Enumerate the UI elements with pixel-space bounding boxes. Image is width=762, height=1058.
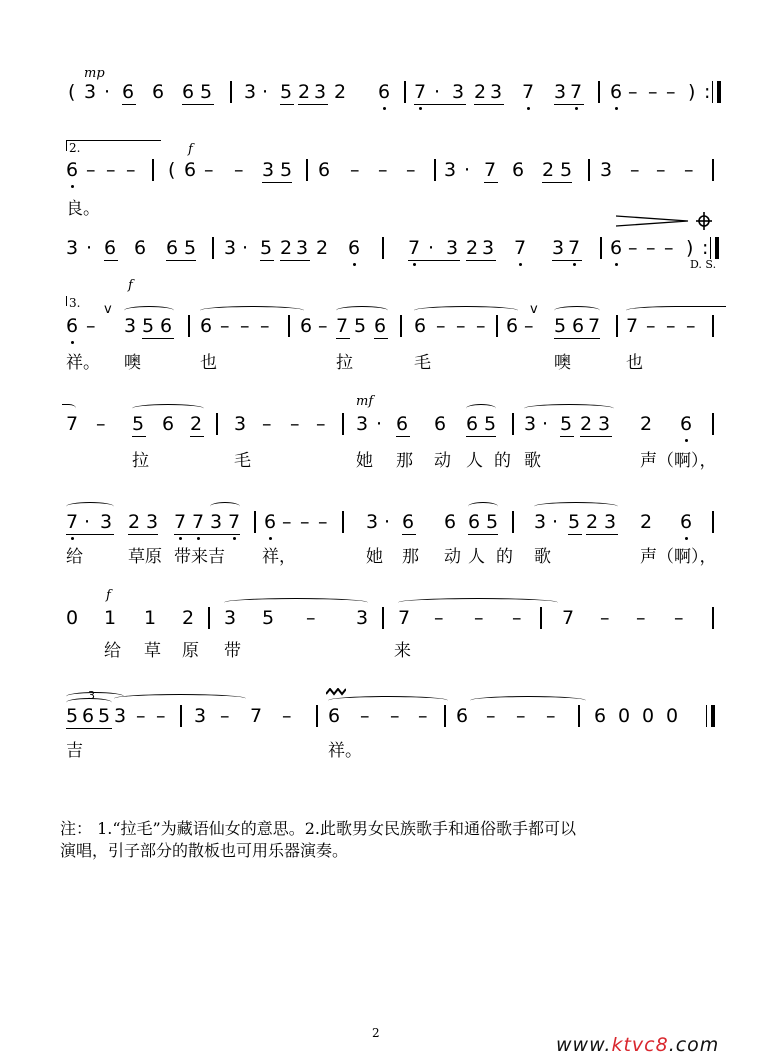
watermark-part: ktvc8 xyxy=(611,1034,669,1056)
note: 2 xyxy=(542,159,555,181)
note: 3 xyxy=(244,81,257,103)
lyric: 噢 xyxy=(554,353,571,373)
note: – xyxy=(630,159,640,181)
note: · xyxy=(84,511,91,533)
note: ) xyxy=(688,81,696,103)
note: 2 xyxy=(334,81,347,103)
note: – xyxy=(628,81,638,103)
note: 5 xyxy=(554,315,567,337)
note: – xyxy=(390,705,400,727)
note: 6 xyxy=(594,705,607,727)
note: 1 xyxy=(104,607,117,629)
note: 5 xyxy=(66,705,79,727)
lyric: 祥， xyxy=(262,547,296,567)
lyric: 也 xyxy=(200,353,217,373)
note: 6 xyxy=(82,705,95,727)
note: 6 xyxy=(414,315,427,337)
note: 6 xyxy=(466,413,479,435)
score-line-6 xyxy=(0,508,762,536)
note: – xyxy=(86,159,96,181)
note: · xyxy=(262,81,269,103)
volta-2: 2. xyxy=(66,140,161,151)
lyric: 吉 xyxy=(66,741,83,761)
note: – xyxy=(512,607,522,629)
decrescendo-hairpin xyxy=(616,214,690,228)
dynamic-f: f xyxy=(128,278,133,293)
note: – xyxy=(474,607,484,629)
note: 2 xyxy=(466,237,479,259)
lyric: 带来吉 xyxy=(174,547,225,567)
note: – xyxy=(486,705,496,727)
note: 3 xyxy=(194,705,207,727)
note: 7 xyxy=(522,81,535,103)
note: – xyxy=(684,159,694,181)
note: 7 xyxy=(588,315,601,337)
note: – xyxy=(666,315,676,337)
note: 6 xyxy=(200,315,213,337)
note: – xyxy=(524,315,534,337)
note: 2 xyxy=(190,413,203,435)
note: 5 xyxy=(200,81,213,103)
note: · xyxy=(104,81,111,103)
lyric: 那 xyxy=(396,451,413,471)
note: 3 xyxy=(210,511,223,533)
note: 7 xyxy=(514,237,527,259)
note: 6 xyxy=(300,315,313,337)
lyric: 给 xyxy=(104,641,121,661)
note: – xyxy=(240,315,250,337)
note: 3 xyxy=(66,237,79,259)
note: 6 xyxy=(264,511,277,533)
note: – xyxy=(260,315,270,337)
score-line-7 xyxy=(0,588,762,632)
note: – xyxy=(86,315,96,337)
footnote-line-1: 注： 1.“拉毛”为藏语仙女的意思。2.此歌男女民族歌手和通俗歌手都可以 xyxy=(60,819,576,838)
lyric: 的 xyxy=(494,451,511,471)
note: 6 xyxy=(378,81,391,103)
note: 3 xyxy=(600,159,613,181)
note: – xyxy=(686,315,696,337)
lyric: 歌 xyxy=(534,547,551,567)
note: 6 xyxy=(680,511,693,533)
note: – xyxy=(234,159,244,181)
note: 0 xyxy=(666,705,679,727)
note: 3 xyxy=(482,237,495,259)
note: 2 xyxy=(580,413,593,435)
note: 7 xyxy=(192,511,205,533)
note: – xyxy=(476,315,486,337)
note: 5 xyxy=(142,315,155,337)
note: 7 xyxy=(228,511,241,533)
note: 6 xyxy=(122,81,135,103)
note: – xyxy=(282,705,292,727)
note: 6 xyxy=(680,413,693,435)
note: – xyxy=(434,607,444,629)
note: 1 xyxy=(144,607,157,629)
note: – xyxy=(378,159,388,181)
note: 3 xyxy=(356,607,369,629)
lyric: 那 xyxy=(402,547,419,567)
note: – xyxy=(516,705,526,727)
note: – xyxy=(456,315,466,337)
note: 3 xyxy=(490,81,503,103)
note: – xyxy=(666,81,676,103)
note: – xyxy=(636,607,646,629)
note: – xyxy=(350,159,360,181)
lyric: 也 xyxy=(626,353,643,373)
note: 6 xyxy=(104,237,117,259)
note: 6 xyxy=(182,81,195,103)
note: 6 xyxy=(374,315,387,337)
note: 5 xyxy=(560,413,573,435)
lyric: 声（啊）， xyxy=(640,547,717,567)
note: – xyxy=(418,705,428,727)
note: 2 xyxy=(182,607,195,629)
lyric: 声（啊）， xyxy=(640,451,717,471)
note: – xyxy=(262,413,272,435)
lyric: 草原 xyxy=(128,547,162,567)
score-line-3 xyxy=(0,234,762,271)
note: – xyxy=(282,511,292,533)
lyric: 她 xyxy=(356,451,373,471)
volta-3: 3. xyxy=(66,296,99,306)
note: ( xyxy=(168,159,176,181)
note: 5 xyxy=(560,159,573,181)
note: 3 xyxy=(84,81,97,103)
note: 6 xyxy=(328,705,341,727)
note: 3 xyxy=(114,705,127,727)
note: 6 xyxy=(162,413,175,435)
repeat-dots: : xyxy=(702,237,709,259)
breath-mark: v xyxy=(530,302,538,317)
dynamic-f: f xyxy=(106,588,111,603)
note: 7 xyxy=(626,315,639,337)
note: 5 xyxy=(280,81,293,103)
note: 3 xyxy=(552,237,565,259)
note: 6 xyxy=(506,315,519,337)
note: 7 xyxy=(398,607,411,629)
note: 2 xyxy=(474,81,487,103)
note: 7 xyxy=(570,81,583,103)
note: · xyxy=(384,511,391,533)
note: 3 xyxy=(262,159,275,181)
note: · xyxy=(552,511,559,533)
note: 6 xyxy=(456,705,469,727)
note: 6 xyxy=(402,511,415,533)
note: – xyxy=(136,705,146,727)
note: ( xyxy=(68,81,76,103)
note: 5 xyxy=(132,413,145,435)
note: · xyxy=(434,81,441,103)
note: – xyxy=(300,511,310,533)
note: 3 xyxy=(444,159,457,181)
note: – xyxy=(646,315,656,337)
repeat-dots: : xyxy=(704,81,711,103)
note: – xyxy=(96,413,106,435)
note: 3 xyxy=(534,511,547,533)
dynamic-f: f xyxy=(188,142,193,157)
footnote-line-2: 演唱，引子部分的散板也可用乐器演奏。 xyxy=(60,841,349,860)
mordent-icon xyxy=(326,688,346,696)
watermark-part: www. xyxy=(556,1034,612,1056)
note: – xyxy=(318,315,328,337)
lyric: 的 xyxy=(496,547,513,567)
watermark-part: .com xyxy=(668,1034,720,1056)
note: 2 xyxy=(298,81,311,103)
note: – xyxy=(126,159,136,181)
note: 3 xyxy=(604,511,617,533)
lyric: 草 xyxy=(144,641,161,661)
note: 6 xyxy=(166,237,179,259)
lyric: 毛 xyxy=(234,451,251,471)
lyric: 动 xyxy=(434,451,451,471)
lyric: 动 xyxy=(444,547,461,567)
note: 6 xyxy=(134,237,147,259)
note: 3 xyxy=(356,413,369,435)
note: – xyxy=(436,315,446,337)
note: 3 xyxy=(554,81,567,103)
note: 7 xyxy=(174,511,187,533)
lyric: 噢 xyxy=(124,353,141,373)
note: 6 xyxy=(572,315,585,337)
lyric: 拉 xyxy=(336,353,353,373)
score-line-2 xyxy=(0,141,762,184)
note: 5 xyxy=(280,159,293,181)
note: 3 xyxy=(314,81,327,103)
dynamic-mp: mp xyxy=(84,66,105,81)
triplet-mark: 3 xyxy=(88,689,95,702)
note: 7 xyxy=(66,511,79,533)
note: ) xyxy=(686,237,694,259)
note: 3 xyxy=(446,237,459,259)
note: · xyxy=(428,237,435,259)
lyric: 人 xyxy=(466,451,483,471)
breath-mark: v xyxy=(104,302,112,317)
note: 7 xyxy=(66,413,79,435)
note: 0 xyxy=(66,607,79,629)
note: 6 xyxy=(348,237,361,259)
lyric: 祥。 xyxy=(328,741,362,761)
note: – xyxy=(646,237,656,259)
note: 3 xyxy=(598,413,611,435)
note: 7 xyxy=(336,315,349,337)
note: 5 xyxy=(486,511,499,533)
lyric: 毛 xyxy=(414,353,431,373)
note: 2 xyxy=(128,511,141,533)
note: 5 xyxy=(98,705,111,727)
note: 6 xyxy=(318,159,331,181)
note: · xyxy=(464,159,471,181)
note: – xyxy=(204,159,214,181)
lyric-line-2: 良。 xyxy=(66,199,100,219)
note: – xyxy=(220,705,230,727)
score-line-1 xyxy=(0,66,762,106)
note: 7 xyxy=(484,159,497,181)
note: · xyxy=(242,237,249,259)
note: 3 xyxy=(124,315,137,337)
note: 5 xyxy=(260,237,273,259)
note: – xyxy=(318,511,328,533)
note: – xyxy=(156,705,166,727)
note: · xyxy=(542,413,549,435)
note: 3 xyxy=(524,413,537,435)
note: 6 xyxy=(512,159,525,181)
note: – xyxy=(306,607,316,629)
note: 5 xyxy=(568,511,581,533)
note: 3 xyxy=(224,237,237,259)
note: – xyxy=(106,159,116,181)
note: 6 xyxy=(396,413,409,435)
note: 3 xyxy=(234,413,247,435)
note: – xyxy=(656,159,666,181)
note: 7 xyxy=(250,705,263,727)
lyric: 原 xyxy=(182,641,199,661)
lyric: 拉 xyxy=(132,451,149,471)
note: – xyxy=(546,705,556,727)
lyric: 来 xyxy=(394,641,411,661)
note: 6 xyxy=(66,315,79,337)
footnote xyxy=(60,818,740,862)
note: 7 xyxy=(568,237,581,259)
score-line-8 xyxy=(0,689,762,730)
note: 2 xyxy=(316,237,329,259)
note: 3 xyxy=(296,237,309,259)
note: – xyxy=(648,81,658,103)
lyric: 带 xyxy=(224,641,241,661)
note: – xyxy=(674,607,684,629)
note: 7 xyxy=(408,237,421,259)
lyric: 给 xyxy=(66,547,83,567)
note: 7 xyxy=(562,607,575,629)
note: 6 xyxy=(434,413,447,435)
note: 6 xyxy=(610,81,623,103)
note: – xyxy=(316,413,326,435)
note: 5 xyxy=(354,315,367,337)
note: 3 xyxy=(452,81,465,103)
note: 2 xyxy=(280,237,293,259)
note: · xyxy=(376,413,383,435)
note: 5 xyxy=(484,413,497,435)
note: 3 xyxy=(100,511,113,533)
lyric: 人 xyxy=(468,547,485,567)
score-line-4 xyxy=(0,278,762,340)
dynamic-mf: mf xyxy=(356,394,374,409)
note: – xyxy=(664,237,674,259)
watermark-logo xyxy=(556,1034,719,1056)
lyric: 歌 xyxy=(524,451,541,471)
note: 6 xyxy=(152,81,165,103)
note: 2 xyxy=(640,511,653,533)
note: 2 xyxy=(586,511,599,533)
note: 6 xyxy=(610,237,623,259)
note: 0 xyxy=(618,705,631,727)
lyric: 祥。 xyxy=(66,353,100,373)
dal-segno: D. S. xyxy=(690,258,717,271)
note: 6 xyxy=(468,511,481,533)
lyric: 她 xyxy=(366,547,383,567)
note: 6 xyxy=(66,159,79,181)
note: 3 xyxy=(146,511,159,533)
note: – xyxy=(628,237,638,259)
page-number: 2 xyxy=(372,1026,380,1040)
note: 5 xyxy=(262,607,275,629)
note: 6 xyxy=(184,159,197,181)
note: 3 xyxy=(224,607,237,629)
score-line-5 xyxy=(0,394,762,438)
note: 5 xyxy=(184,237,197,259)
coda-sign xyxy=(696,212,712,230)
note: 6 xyxy=(160,315,173,337)
note: – xyxy=(290,413,300,435)
note: 3 xyxy=(366,511,379,533)
note: – xyxy=(220,315,230,337)
note: – xyxy=(406,159,416,181)
note: 6 xyxy=(444,511,457,533)
note: – xyxy=(600,607,610,629)
note: · xyxy=(86,237,93,259)
note: 0 xyxy=(642,705,655,727)
note: 7 xyxy=(414,81,427,103)
note: – xyxy=(360,705,370,727)
note: 2 xyxy=(640,413,653,435)
